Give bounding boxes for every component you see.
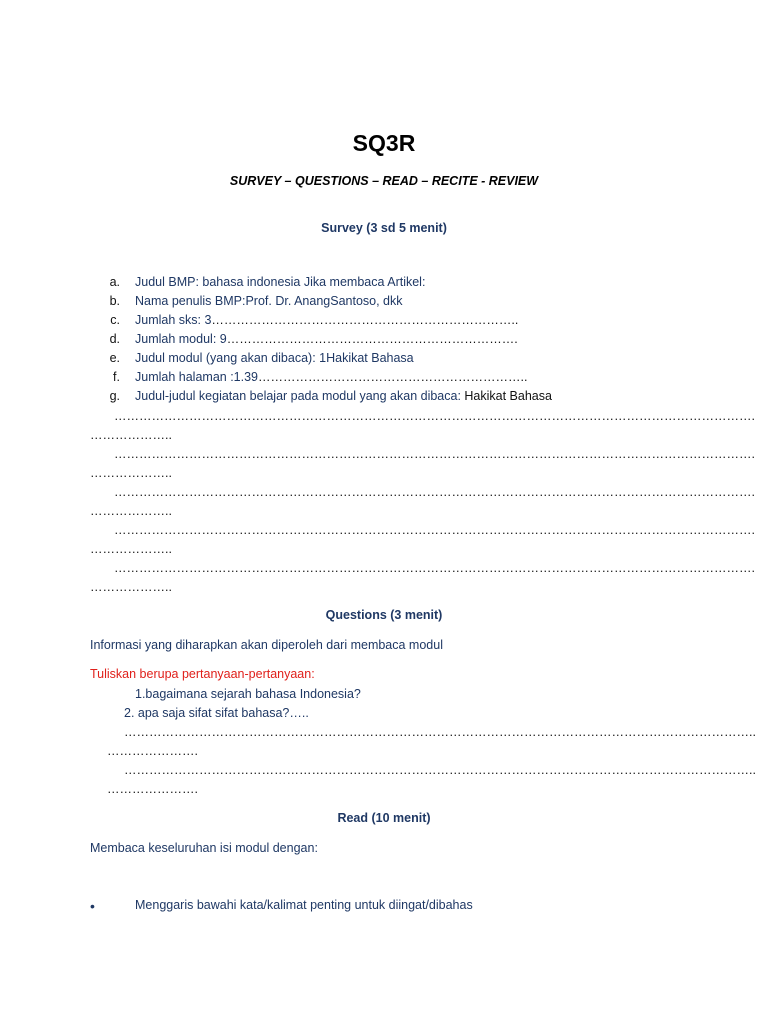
survey-item-jumlah-halaman xyxy=(135,370,527,384)
survey-item-answer: Hakikat Bahasa xyxy=(464,389,552,403)
answer-dot-line: ………………………………………………………………………………………………………………………………………. xyxy=(114,447,755,461)
survey-item-label: Judul-judul kegiatan belajar pada modul yang akan dibaca: xyxy=(135,389,461,403)
questions-heading: Questions (3 menit) xyxy=(325,608,443,622)
question-2: 2. apa saja sifat sifat bahasa?….. xyxy=(124,706,309,720)
survey-item-marker: c. xyxy=(110,313,120,327)
answer-dot-line: ………………………………………………………………………………………………………………………………………. xyxy=(114,561,755,575)
survey-item-label: Jumlah halaman :1.39 xyxy=(135,370,258,384)
survey-item-marker: e. xyxy=(109,351,120,365)
answer-dot-tail: ……………….. xyxy=(90,504,172,518)
document-subtitle: SURVEY – QUESTIONS – READ – RECITE - REVIEW xyxy=(229,174,539,188)
answer-dot-line: …………………………………………………………………………………………………………………………………….. xyxy=(124,763,756,777)
survey-heading: Survey (3 sd 5 menit) xyxy=(321,221,447,235)
survey-item-label: Jumlah sks: 3 xyxy=(135,313,212,327)
answer-dot-line: ………………………………………………………………………………………………………………………………………. xyxy=(114,523,755,537)
answer-dot-tail: ……………….. xyxy=(90,428,172,442)
read-intro: Membaca keseluruhan isi modul dengan: xyxy=(90,841,318,855)
bullet-icon: • xyxy=(90,898,95,914)
answer-dot-tail: …………………. xyxy=(107,782,198,796)
read-bullet-item: Menggaris bawahi kata/kalimat penting untuk diingat/dibahas xyxy=(135,898,473,912)
document-title: SQ3R xyxy=(352,130,416,156)
survey-item-judul-bmp: Judul BMP: bahasa indonesia Jika membaca Artikel: xyxy=(135,275,426,289)
survey-item-dots: ……………………………………………………………. xyxy=(226,332,518,346)
answer-dot-line: ………………………………………………………………………………………………………………………………………. xyxy=(114,409,755,423)
answer-dot-line: …………………………………………………………………………………………………………………………………….. xyxy=(124,725,756,739)
survey-item-dots: ……………………………………………………………….. xyxy=(211,313,519,327)
survey-item-nama-penulis: Nama penulis BMP:Prof. Dr. AnangSantoso, dkk xyxy=(135,294,403,308)
survey-item-label: Jumlah modul: 9 xyxy=(135,332,227,346)
questions-instruction: Tuliskan berupa pertanyaan-pertanyaan: xyxy=(90,667,315,681)
survey-item-judul-modul: Judul modul (yang akan dibaca): 1Hakikat Bahasa xyxy=(135,351,414,365)
answer-dot-tail: ……………….. xyxy=(90,580,172,594)
survey-item-marker: f. xyxy=(113,370,120,384)
questions-intro: Informasi yang diharapkan akan diperoleh dari membaca modul xyxy=(90,638,443,652)
survey-item-marker: d. xyxy=(109,332,120,346)
read-heading: Read (10 menit) xyxy=(337,811,431,825)
answer-dot-tail: ……………….. xyxy=(90,542,172,556)
survey-item-jumlah-modul xyxy=(135,332,518,346)
answer-dot-tail: …………………. xyxy=(107,744,198,758)
survey-item-marker: a. xyxy=(109,275,120,289)
survey-item-dots: ……………………………………………………….. xyxy=(258,370,528,384)
answer-dot-tail: ……………….. xyxy=(90,466,172,480)
answer-dot-line: ………………………………………………………………………………………………………………………………………. xyxy=(114,485,755,499)
survey-item-judul-kegiatan xyxy=(135,389,552,403)
survey-item-marker: g. xyxy=(109,389,120,403)
question-1: 1.bagaimana sejarah bahasa Indonesia? xyxy=(135,687,361,701)
survey-item-marker: b. xyxy=(109,294,120,308)
survey-item-jumlah-sks xyxy=(135,313,518,327)
